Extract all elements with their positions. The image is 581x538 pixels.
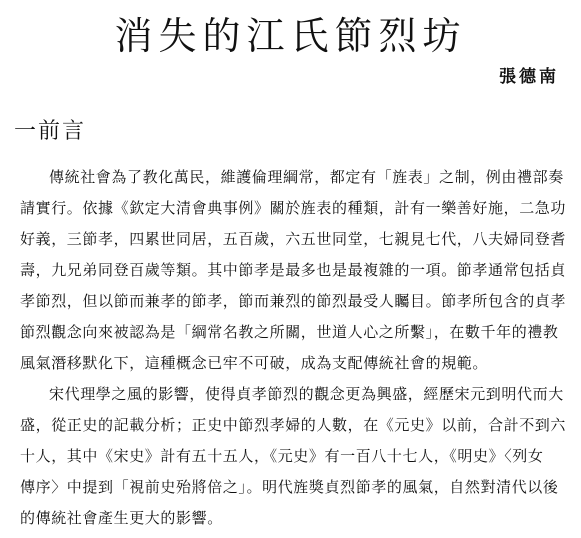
text-line: 風氣潛移默化下，這種概念已牢不可破，成為支配傳統社會的規範。 [20,354,489,372]
text-line: 的傳統社會產生更大的影響。 [20,509,223,527]
author-name: 張德南 [499,67,559,87]
text-line: 請實行。依據《欽定大清會典事例》關於旌表的種類，計有一樂善好施，二急功 [20,199,567,217]
text-line: 宋代理學之風的影響，使得貞孝節烈的觀念更為興盛，經歷宋元到明代而大 [49,385,564,403]
text-line: 好義，三節孝，四累世同居，五百歲，六五世同堂，七親見七代，八夫婦同登耆 [20,230,567,248]
text-line: 十人，其中《宋史》計有五十五人，《元史》有一百八十七人，《明史》〈列女 [20,447,544,465]
paragraph-2 [20,379,571,534]
text-line: 孝節烈，但以節而兼孝的節孝，節而兼烈的節烈最受人矚目。節孝所包含的貞孝 [20,292,567,310]
section-heading: 一前言 [14,119,87,144]
document-title: 消失的江氏節烈坊 [114,14,467,58]
text-line: 盛，從正史的記載分析；正史中節烈孝婦的人數，在《元史》以前，合計不到六 [20,416,567,434]
text-line: 傳統社會為了教化萬民，維護倫理綱常，都定有「旌表」之制，例由禮部奏 [49,168,564,186]
paragraph-1 [20,162,571,379]
text-line: 節烈觀念向來被認為是「綱常名教之所關，世道人心之所繫」，在數千年的禮教 [20,323,559,341]
body-text [20,162,571,534]
text-line: 傳序〉中提到「視前史殆將倍之」。明代旌獎貞烈節孝的風氣，自然對清代以後 [20,478,559,496]
text-line: 壽，九兄弟同登百歲等類。其中節孝是最多也是最複雜的一項。節孝通常包括貞 [20,261,567,279]
